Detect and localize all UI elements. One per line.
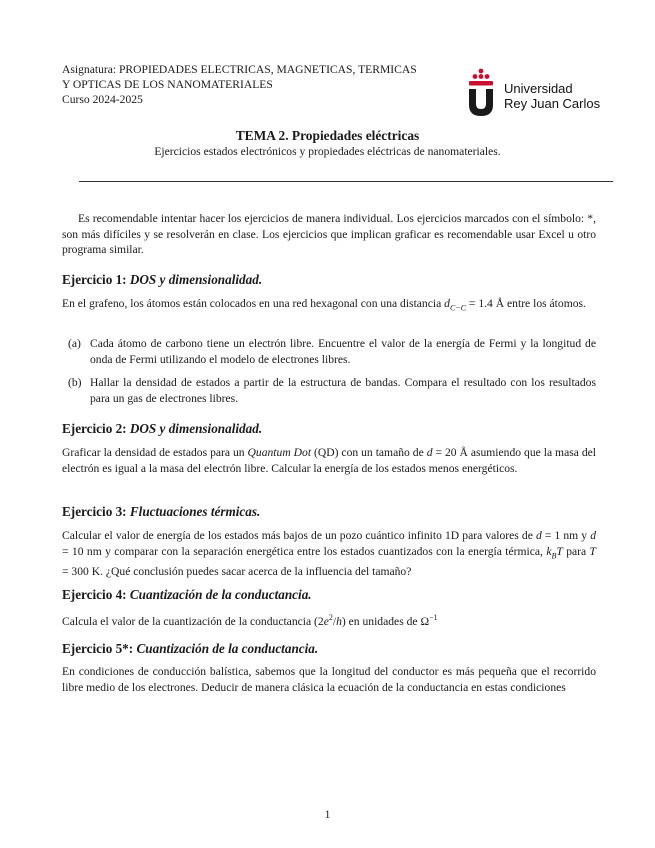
text-run: para — [562, 544, 590, 558]
university-logo — [466, 68, 606, 118]
exercise-3-heading — [62, 504, 596, 520]
document-subtitle: Ejercicios estados electrónicos y propiedades eléctricas de nanomateriales. — [154, 145, 501, 158]
exercise-4-heading — [62, 587, 596, 603]
text-run: = 1.4 Å entre los átomos. — [466, 297, 586, 310]
math-var: T — [589, 544, 596, 558]
math-var: T — [556, 544, 563, 558]
exercise-1-item-b — [68, 375, 596, 406]
item-label: (b) — [68, 376, 82, 389]
exercise-3-text — [62, 528, 596, 579]
exercise-5-heading — [62, 641, 596, 657]
exercise-4-text — [62, 610, 596, 629]
text-run: En el grafeno, los átomos están colocados en una red hexagonal con una distancia — [62, 297, 445, 310]
item-text: Hallar la densidad de estados a partir de la estructura de bandas. Compara el resultado con los resultados para un gas de electrones libres. — [90, 376, 596, 405]
course-year: Curso 2024-2025 — [62, 93, 143, 106]
exercise-topic: Fluctuaciones térmicas. — [129, 504, 261, 519]
exercise-topic: Cuantización de la conductancia. — [129, 587, 312, 602]
math-sup: −1 — [429, 613, 438, 622]
text-run: / — [332, 614, 337, 628]
exercise-number: Ejercicio 3: — [62, 504, 127, 519]
exercise-topic: Cuantización de la conductancia. — [136, 641, 319, 656]
title-divider — [79, 181, 613, 182]
document-title: TEMA 2. Propiedades eléctricas — [235, 128, 420, 143]
math-sub: B — [551, 550, 557, 560]
text-run: (QD) con un tamaño de — [311, 446, 427, 459]
math-var: d — [444, 297, 450, 310]
text-run: = 300 K. ¿Qué conclusión puedes sacar acerca de la influencia del tamaño? — [62, 564, 412, 578]
exercise-1-item-a — [68, 336, 596, 367]
course-info — [62, 62, 462, 107]
text-run: = 10 nm y comparar con la separación energética entre los estados cuantizados con la energía térmica, — [62, 544, 547, 558]
page-number: 1 — [324, 808, 331, 821]
logo-line-2: Rey Juan Carlos — [504, 96, 601, 111]
math-var: h — [336, 614, 342, 628]
math-var: d — [535, 529, 542, 542]
logo-line-1: Universidad — [504, 81, 573, 96]
exercise-topic: DOS y dimensionalidad. — [129, 272, 263, 287]
math-var: k — [546, 544, 552, 558]
exercise-2-text — [62, 445, 596, 476]
intro-paragraph: Es recomendable intentar hacer los ejercicios de manera individual. Los ejercicios marcados con el símbolo: *, son más difíciles y se resolverán en clase. Los ejercicios que implican graficar es recomendable usar Excel u otro programa similar. — [62, 212, 596, 257]
math-var: d — [590, 529, 596, 542]
course-line-1: Asignatura: PROPIEDADES ELECTRICAS, MAGNETICAS, TERMICAS — [62, 63, 417, 76]
exercise-number: Ejercicio 5*: — [62, 641, 134, 656]
exercise-number: Ejercicio 1: — [62, 272, 127, 287]
exercise-1-heading — [62, 272, 596, 288]
exercise-1-text — [62, 296, 596, 316]
math-var: d — [426, 446, 433, 459]
exercise-5-text: En condiciones de conducción balística, sabemos que la longitud del conductor es más pequeña que el recorrido libre medio de los electrones. Deducir de manera clásica la ecuación de la conductancia en estas condiciones — [62, 665, 596, 694]
exercise-topic: DOS y dimensionalidad. — [129, 421, 263, 436]
item-text: Cada átomo de carbono tiene un electrón libre. Encuentre el valor de la energía de Fermi y la longitud de onda de Fermi utilizando el modelo de electrones libres. — [90, 337, 596, 366]
text-run: Calcula el valor de la cuantización de la conductancia (2 — [62, 614, 324, 628]
math-sup: 2 — [328, 613, 333, 622]
urjc-emblem-icon — [466, 68, 496, 118]
text-run: Graficar la densidad de estados para un — [62, 446, 248, 459]
exercise-number: Ejercicio 4: — [62, 587, 127, 602]
text-run: Calcular el valor de energía de los estados más bajos de un pozo cuántico infinito 1D para valores de — [62, 529, 536, 542]
math-var: e — [323, 614, 329, 628]
course-line-2: Y OPTICAS DE LOS NANOMATERIALES — [62, 78, 273, 91]
item-label: (a) — [68, 337, 81, 350]
logo-text — [504, 81, 600, 111]
text-run: = 20 Å asumiendo que la masa del electrón es igual a la masa del electrón libre. Calcular la energía de los estados menos energéticos. — [62, 446, 596, 475]
math-sub: C−C — [449, 303, 467, 313]
text-run: ) en unidades de Ω — [341, 614, 430, 628]
text-run: = 1 nm y — [541, 529, 591, 542]
exercise-2-heading — [62, 421, 596, 437]
emphasis: Quantum Dot — [247, 446, 312, 459]
exercise-number: Ejercicio 2: — [62, 421, 127, 436]
